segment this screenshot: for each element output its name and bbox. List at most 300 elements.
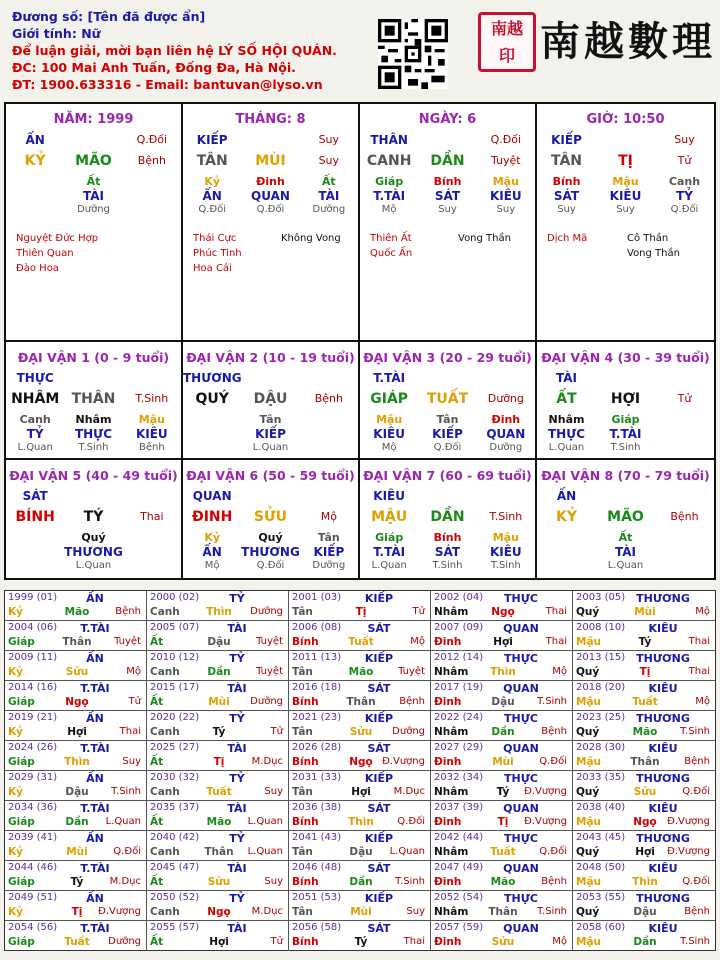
- year-cell: [431, 621, 573, 651]
- luck-period-title: ĐẠI VẬN 5 (40 - 49 tuổi): [9, 468, 178, 483]
- year-cell: [573, 921, 715, 951]
- year-branch: Tý: [354, 936, 368, 948]
- year-god: THƯƠNG: [636, 592, 690, 605]
- year-cell: [147, 801, 289, 831]
- spacer: [300, 489, 358, 503]
- year-cell: [289, 711, 431, 741]
- year-stem: Nhâm: [434, 846, 469, 858]
- luck-hidden-stem: [6, 531, 64, 545]
- year-stem: Nhâm: [434, 606, 469, 618]
- hidden-stem: Kỷ: [204, 175, 221, 188]
- year-cell: [573, 711, 715, 741]
- year-god: T.TÀI: [80, 742, 110, 755]
- luck-stem: ĐINH: [191, 509, 233, 525]
- luck-hidden-stem: Tân: [259, 413, 282, 426]
- year-label: 2006 (08): [292, 622, 342, 633]
- year-stem: Ất: [150, 756, 164, 768]
- year-status: Tử: [270, 936, 283, 947]
- hidden-stem-state: [6, 203, 64, 217]
- year-stem: Giáp: [8, 756, 35, 768]
- year-label: 2004 (06): [8, 622, 58, 633]
- spacer: [300, 371, 358, 385]
- luck-hidden-stem: [537, 531, 596, 545]
- luck-stem: BÍNH: [15, 509, 55, 525]
- year-branch: Mão: [632, 726, 658, 738]
- hidden-stem-god: SÁT: [434, 189, 461, 203]
- year-status: M.Dục: [251, 906, 283, 917]
- year-cell: [147, 591, 289, 621]
- luck-hidden-state: Mộ: [381, 442, 397, 453]
- year-cell: [147, 711, 289, 741]
- year-god: THỰC: [504, 712, 538, 725]
- year-branch: Tị: [639, 666, 651, 678]
- year-cell: [147, 741, 289, 771]
- year-branch: Thìn: [490, 666, 516, 678]
- year-stem: Nhâm: [434, 906, 469, 918]
- year-label: 2015 (17): [150, 682, 200, 693]
- luck-hidden-god: [655, 427, 714, 441]
- luck-hidden-god: SÁT: [434, 545, 461, 559]
- year-label: 2002 (04): [434, 592, 484, 603]
- luck-hidden-state: Q.Đối: [256, 560, 285, 571]
- hidden-stem-state: Suy: [496, 204, 516, 215]
- year-stem: Kỷ: [8, 606, 23, 618]
- year-branch: Thân: [62, 636, 92, 648]
- year-cell: [147, 921, 289, 951]
- year-branch: Mão: [490, 876, 516, 888]
- stem-god-state: Q.Đối: [490, 133, 522, 146]
- luck-hidden-state: Mộ: [204, 560, 220, 571]
- year-stem: Tân: [292, 846, 313, 858]
- year-status: Đ.Vượng: [667, 816, 710, 827]
- year-label: 2005 (07): [150, 622, 200, 633]
- year-cell: [431, 711, 573, 741]
- pillar-cell: [183, 104, 360, 340]
- branch-status: Tử: [677, 154, 692, 167]
- year-cell: [5, 891, 147, 921]
- year-cell: [5, 651, 147, 681]
- year-branch: Hợi: [493, 636, 513, 648]
- spacer: [241, 133, 299, 147]
- year-stem: Đinh: [434, 876, 462, 888]
- year-label: 2056 (58): [292, 922, 342, 933]
- hidden-stem-state: Dưỡng: [312, 204, 346, 215]
- luck-hidden-state: [300, 441, 358, 455]
- luck-hidden-stem: [655, 413, 714, 427]
- luck-hidden-stem: Mậu: [376, 413, 403, 426]
- year-stem: Tân: [292, 906, 313, 918]
- luck-stem-god: T.TÀI: [373, 371, 406, 385]
- year-stem: Giáp: [8, 636, 35, 648]
- hidden-stem-state: Q.Đối: [256, 204, 285, 215]
- year-stem: Canh: [150, 786, 180, 798]
- year-god: ẤN: [86, 892, 104, 905]
- year-label: 2009 (11): [8, 652, 58, 663]
- year-branch: Sửu: [349, 726, 373, 738]
- hidden-stem-god: KIÊU: [489, 189, 522, 203]
- year-cell: [289, 891, 431, 921]
- luck-stem: GIÁP: [370, 391, 409, 407]
- year-label: 2046 (48): [292, 862, 342, 873]
- year-god: TỶ: [229, 592, 245, 605]
- year-stem: Quý: [576, 666, 600, 678]
- luck-stem: KỶ: [556, 509, 577, 525]
- year-label: 2047 (49): [434, 862, 484, 873]
- branch-status: Suy: [318, 154, 340, 167]
- year-branch: Tuất: [632, 696, 658, 708]
- year-label: 2028 (30): [576, 742, 626, 753]
- luck-hidden-stem: [655, 531, 714, 545]
- year-god: SÁT: [367, 862, 391, 875]
- contact-line: Để luận giải, mời bạn liên hệ LÝ SỐ HỘI QUÁN.: [12, 43, 337, 58]
- luck-period-title: ĐẠI VẬN 8 (70 - 79 tuổi): [541, 468, 710, 483]
- luck-hidden-stem: Đinh: [491, 413, 521, 426]
- hidden-stem: Bính: [552, 175, 581, 188]
- year-branch: Dần: [349, 876, 373, 888]
- year-god: QUAN: [503, 682, 539, 695]
- year-cell: [147, 621, 289, 651]
- luck-hidden-state: [655, 441, 714, 455]
- year-stem: Nhâm: [434, 786, 469, 798]
- year-status: Suy: [406, 906, 425, 917]
- year-stem: Mậu: [576, 696, 602, 708]
- four-pillars-grid: [4, 102, 716, 342]
- hidden-stem-state: Suy: [438, 204, 457, 215]
- year-stem: Kỷ: [8, 666, 23, 678]
- year-branch: Tị: [497, 816, 509, 828]
- year-god: THỰC: [504, 592, 538, 605]
- special-stars-list: [547, 231, 587, 246]
- luck-hidden-state: [537, 559, 596, 573]
- luck-branch: THÂN: [71, 391, 116, 407]
- year-status: T.Sinh: [680, 726, 710, 737]
- luck-hidden-god: KIẾP: [255, 427, 286, 441]
- pillar-cell: [360, 104, 537, 340]
- luck-hidden-god: THỰC: [547, 427, 586, 441]
- year-stem: Đinh: [434, 936, 462, 948]
- luck-stem-god: QUAN: [192, 489, 232, 503]
- year-status: Mộ: [552, 936, 567, 947]
- spacer: [418, 371, 476, 385]
- year-status: Đ.Vượng: [524, 816, 567, 827]
- year-god: QUAN: [503, 622, 539, 635]
- year-god: T.TÀI: [80, 802, 110, 815]
- year-stem: Ất: [150, 636, 164, 648]
- year-cell: [431, 741, 573, 771]
- year-god: KIẾP: [364, 712, 394, 725]
- year-branch: Hợi: [635, 846, 655, 858]
- stem-god: KIẾP: [196, 133, 228, 147]
- luck-period-cell: [6, 460, 183, 578]
- year-status: Đ.Vượng: [382, 756, 425, 767]
- hidden-stem-state: Q.Đối: [198, 204, 227, 215]
- year-god: TỶ: [229, 892, 245, 905]
- luck-period-cell: [360, 460, 537, 578]
- year-branch: Ngọ: [491, 606, 515, 618]
- luck-hidden-god: KIẾP: [432, 427, 463, 441]
- special-stars-list: [193, 231, 242, 276]
- year-label: 2027 (29): [434, 742, 484, 753]
- year-god: QUAN: [503, 802, 539, 815]
- year-label: 2051 (53): [292, 892, 342, 903]
- stem-god-state: Suy: [674, 133, 695, 146]
- year-status: M.Dục: [251, 756, 283, 767]
- gender-label: Giới tính:: [12, 26, 77, 41]
- year-branch: Mão: [64, 606, 90, 618]
- luck-branch: TÝ: [83, 509, 104, 525]
- year-cell: [573, 831, 715, 861]
- year-god: QUAN: [503, 862, 539, 875]
- year-status: Thai: [545, 636, 567, 647]
- year-god: KIẾP: [364, 892, 394, 905]
- year-cell: [147, 771, 289, 801]
- year-cell: [147, 891, 289, 921]
- year-branch: Tị: [71, 906, 83, 918]
- stem-god-state: Q.Đối: [136, 133, 168, 146]
- hidden-stem-god: T.TÀI: [373, 189, 406, 203]
- year-branch: Dậu: [491, 696, 515, 708]
- year-stem: Mậu: [576, 936, 602, 948]
- year-status: Q.Đối: [682, 876, 710, 887]
- year-branch: Mão: [348, 666, 374, 678]
- luck-branch: DẬU: [253, 391, 288, 407]
- year-status: Q.Đối: [682, 786, 710, 797]
- luck-hidden-god: T.TÀI: [609, 427, 642, 441]
- spacer: [596, 371, 655, 385]
- year-branch: Thìn: [348, 816, 374, 828]
- spacer: [64, 489, 122, 503]
- heavenly-stem: CANH: [366, 153, 412, 169]
- year-stem: Kỷ: [8, 906, 23, 918]
- luck-hidden-god: ẤN: [202, 545, 222, 559]
- year-label: 2049 (51): [8, 892, 58, 903]
- luck-period-cell: [183, 342, 360, 460]
- pillar-title: NGÀY: 6: [418, 112, 477, 127]
- year-branch: Sửu: [65, 666, 89, 678]
- year-label: 2057 (59): [434, 922, 484, 933]
- year-label: 2053 (55): [576, 892, 626, 903]
- luck-hidden-state: L.Quan: [75, 560, 112, 571]
- year-branch: Thìn: [632, 876, 658, 888]
- year-god: KIÊU: [648, 922, 678, 935]
- year-stem: Bính: [292, 876, 319, 888]
- year-stem: Ất: [150, 816, 164, 828]
- year-status: Suy: [122, 756, 141, 767]
- year-cell: [431, 801, 573, 831]
- year-stem: Nhâm: [434, 726, 469, 738]
- year-cell: [147, 651, 289, 681]
- year-branch: Sửu: [633, 786, 657, 798]
- earthly-branch: DẦN: [430, 153, 465, 169]
- pillar-title: THÁNG: 8: [235, 112, 306, 127]
- luck-stem: ẤT: [556, 391, 577, 407]
- luck-hidden-god: THỰC: [74, 427, 113, 441]
- year-branch: Dậu: [633, 906, 657, 918]
- earthly-branch: MÙI: [255, 153, 286, 169]
- luck-hidden-stem: Canh: [19, 413, 51, 426]
- year-status: Tử: [412, 606, 425, 617]
- hidden-stem: Bính: [433, 175, 462, 188]
- year-branch: Tý: [496, 786, 510, 798]
- luck-hidden-god: TỶ: [26, 427, 44, 441]
- year-cell: [289, 921, 431, 951]
- luck-hidden-god: [655, 545, 714, 559]
- luck-stem: QUÝ: [195, 391, 229, 407]
- year-cell: [5, 621, 147, 651]
- year-label: 2022 (24): [434, 712, 484, 723]
- luck-hidden-god: KIÊU: [373, 427, 406, 441]
- year-god: SÁT: [367, 682, 391, 695]
- luck-hidden-stem: [123, 531, 181, 545]
- year-label: 2032 (34): [434, 772, 484, 783]
- year-label: 2024 (26): [8, 742, 58, 753]
- earthly-branch: TỊ: [618, 153, 633, 169]
- year-cell: [5, 831, 147, 861]
- year-branch: Hợi: [209, 936, 229, 948]
- name-value: [Tên đã được ẩn]: [87, 9, 206, 24]
- year-label: 2017 (19): [434, 682, 484, 693]
- year-branch: Dần: [65, 816, 89, 828]
- luck-hidden-state: Bệnh: [138, 442, 165, 453]
- year-stem: Mậu: [576, 876, 602, 888]
- luck-period-cell: [6, 342, 183, 460]
- luck-period-cell: [537, 342, 714, 460]
- luck-hidden-stem: [183, 413, 241, 427]
- luck-hidden-stem: Mậu: [138, 413, 165, 426]
- year-status: T.Sinh: [537, 696, 567, 707]
- year-status: Mộ: [695, 606, 710, 617]
- year-god: TÀI: [227, 622, 247, 635]
- hidden-stem-god: [123, 189, 181, 203]
- year-label: 2040 (42): [150, 832, 200, 843]
- year-label: 2041 (43): [292, 832, 342, 843]
- special-star: Hoa Cái: [193, 263, 232, 274]
- year-stem: Canh: [150, 846, 180, 858]
- year-status: L.Quan: [247, 846, 283, 857]
- luck-hidden-stem: Tân: [317, 531, 340, 544]
- spacer: [123, 371, 181, 385]
- year-branch: Mùi: [208, 696, 230, 708]
- year-god: THỰC: [504, 652, 538, 665]
- year-label: 2011 (13): [292, 652, 342, 663]
- luck-hidden-god: TÀI: [614, 545, 636, 559]
- special-star: Thái Cực: [193, 233, 237, 244]
- year-label: 2029 (31): [8, 772, 58, 783]
- year-branch: Dần: [491, 726, 515, 738]
- year-god: THƯƠNG: [636, 892, 690, 905]
- year-cell: [573, 681, 715, 711]
- luck-hidden-state: Dưỡng: [312, 560, 346, 571]
- year-stem: Quý: [576, 726, 600, 738]
- year-god: KIẾP: [364, 772, 394, 785]
- luck-hidden-god: [537, 545, 596, 559]
- year-label: 2001 (03): [292, 592, 342, 603]
- year-stem: Đinh: [434, 636, 462, 648]
- phone-email-line: ĐT: 1900.633316 - Email: bantuvan@lyso.vn: [12, 77, 323, 92]
- year-status: Tử: [270, 726, 283, 737]
- year-label: 2055 (57): [150, 922, 200, 933]
- stem-god: ẤN: [25, 133, 45, 147]
- luck-hidden-stem: Tân: [436, 413, 459, 426]
- heavenly-stem: TÂN: [196, 153, 228, 169]
- hidden-stem-state: Dưỡng: [77, 204, 110, 215]
- luck-period-title: ĐẠI VẬN 4 (30 - 39 tuổi): [541, 350, 710, 365]
- pillar-title: GIỜ: 10:50: [586, 112, 665, 127]
- year-cell: [5, 741, 147, 771]
- year-stem: Canh: [150, 726, 180, 738]
- year-status: T.Sinh: [680, 936, 710, 947]
- luck-period-title: ĐẠI VẬN 1 (0 - 9 tuổi): [17, 350, 170, 365]
- year-god: THƯƠNG: [636, 832, 690, 845]
- spacer: [477, 371, 535, 385]
- year-god: KIÊU: [648, 862, 678, 875]
- year-label: 2000 (02): [150, 592, 200, 603]
- hidden-stem: [6, 175, 64, 189]
- year-cell: [5, 771, 147, 801]
- year-cell: [5, 921, 147, 951]
- luck-hidden-stem: [300, 413, 358, 427]
- year-branch: Mùi: [634, 606, 656, 618]
- year-stem: Đinh: [434, 816, 462, 828]
- year-god: TÀI: [227, 922, 247, 935]
- year-status: T.Sinh: [537, 906, 567, 917]
- year-status: Q.Đối: [539, 756, 567, 767]
- luck-stem: NHÂM: [11, 391, 60, 407]
- luck-hidden-state: L.Quan: [17, 442, 53, 453]
- luck-hidden-god: [6, 545, 64, 559]
- year-cell: [5, 711, 147, 741]
- luck-status: Bệnh: [314, 392, 343, 405]
- year-label: 2037 (39): [434, 802, 484, 813]
- void-stars: Không Vong: [281, 233, 341, 244]
- year-stem: Canh: [150, 906, 180, 918]
- year-cell: [573, 861, 715, 891]
- year-stem: Bính: [292, 696, 319, 708]
- year-branch: Tý: [212, 726, 226, 738]
- year-cell: [431, 651, 573, 681]
- luck-hidden-state: Q.Đối: [433, 442, 462, 453]
- luck-hidden-state: [183, 441, 241, 455]
- hidden-stem-state: [123, 203, 181, 217]
- spacer: [655, 489, 714, 503]
- year-status: Thai: [119, 726, 141, 737]
- year-branch: Mùi: [350, 906, 372, 918]
- year-branch: Tý: [70, 876, 84, 888]
- year-status: L.Quan: [105, 816, 141, 827]
- special-star: Thiên Ất: [370, 233, 412, 244]
- luck-period-title: ĐẠI VẬN 6 (50 - 59 tuổi): [186, 468, 355, 483]
- special-star: Phúc Tinh: [193, 248, 242, 259]
- year-label: 2014 (16): [8, 682, 58, 693]
- year-branch: Thân: [630, 756, 660, 768]
- year-stem: Bính: [292, 816, 319, 828]
- luck-branch: HỢI: [610, 391, 641, 407]
- year-status: Bệnh: [684, 906, 710, 917]
- luck-hidden-state: T.Sinh: [490, 560, 521, 571]
- year-stem: Ất: [150, 876, 164, 888]
- luck-status: T.Sinh: [489, 510, 523, 523]
- spacer: [655, 371, 714, 385]
- year-stem: Giáp: [8, 816, 35, 828]
- year-god: KIÊU: [648, 682, 678, 695]
- special-stars-list: [370, 231, 412, 261]
- year-god: TÀI: [227, 742, 247, 755]
- hidden-stem: Mậu: [492, 175, 519, 188]
- luck-stem-god: ẤN: [556, 489, 577, 503]
- year-status: Tuyệt: [398, 666, 425, 677]
- year-god: ẤN: [86, 772, 104, 785]
- year-god: THƯƠNG: [636, 652, 690, 665]
